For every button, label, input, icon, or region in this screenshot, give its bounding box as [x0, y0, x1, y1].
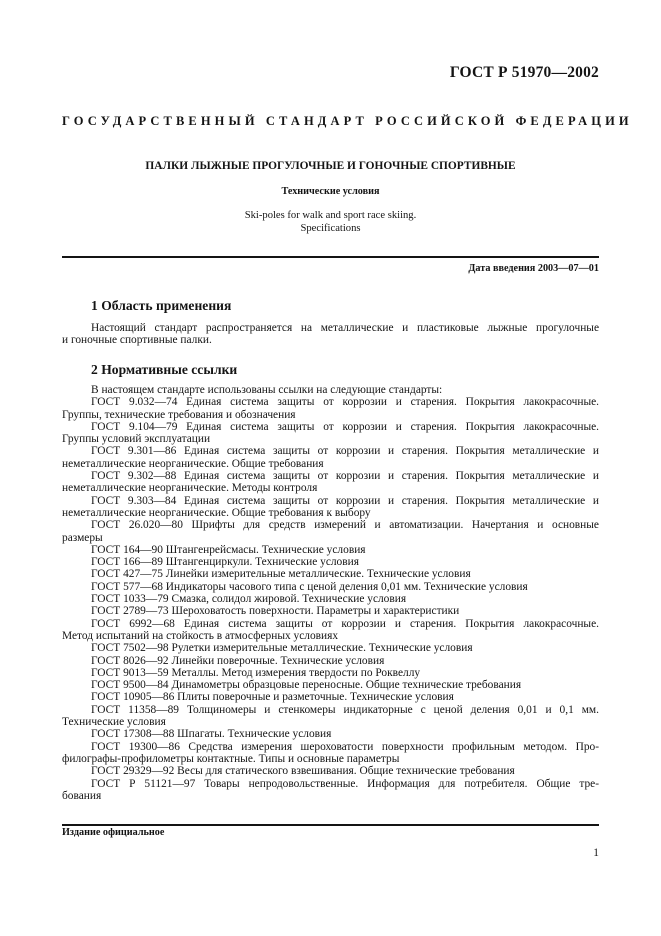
reference-line: ГОСТ 577—68 Индикаторы часового типа с ценой деления 0,01 мм. Технические условия	[91, 580, 528, 593]
reference-line: ГОСТ 11358—89 Толщиномеры и стенкомеры индикаторные с ценой деления 0,01 и 0,1 мм.	[91, 703, 599, 716]
standard-code: ГОСТ Р 51970—2002	[449, 64, 599, 81]
paragraph-line: Настоящий стандарт распространяется на металлические и пластиковые лыжные прогулочные	[91, 322, 599, 334]
english-title-line: Ski-poles for walk and sport race skiing.	[244, 210, 417, 221]
reference-line: ГОСТ 427—75 Линейки измерительные металлические. Технические условия	[91, 568, 471, 581]
reference-line: ГОСТ 9.301—86 Единая система защиты от коррозии и старения. Покрытия металлические и	[91, 445, 599, 458]
reference-line: ГОСТ Р 51121—97 Товары непродовольственные. Информация для потребителя. Общие тре-	[91, 777, 599, 790]
title-divider	[62, 256, 599, 258]
reference-line: ГОСТ 10905—86 Плиты поверочные и разметочные. Технические условия	[91, 691, 454, 704]
reference-line: ГОСТ 166—89 Штангенциркули. Технические условия	[91, 556, 359, 569]
reference-line: филографы-профилометры контактные. Типы и основные параметры	[62, 752, 400, 765]
state-standard-line: ГОСУДАРСТВЕННЫЙ СТАНДАРТ РОССИЙСКОЙ ФЕДЕРАЦИИ	[62, 114, 633, 128]
reference-line: Метод испытаний на стойкость в атмосферных условиях	[62, 629, 339, 642]
footer-divider	[62, 824, 599, 826]
reference-line: Группы, технические требования и обозначения	[62, 408, 296, 421]
paragraph-line: и гоночные спортивные палки.	[62, 334, 212, 347]
intro-date: Дата введения 2003—07—01	[468, 263, 599, 274]
section-2-heading: 2 Нормативные ссылки	[91, 362, 238, 377]
reference-line: ГОСТ 2789—73 Шероховатость поверхности. Параметры и характеристики	[91, 605, 460, 618]
reference-line: ГОСТ 29329—92 Весы для статического взвешивания. Общие технические требования	[91, 765, 515, 778]
reference-line: ГОСТ 19300—86 Средства измерения шероховатости поверхности профильным методом. Про-	[91, 740, 599, 753]
reference-line: В настоящем стандарте использованы ссылки на следующие стандарты:	[91, 384, 443, 396]
reference-line: ГОСТ 9013—59 Металлы. Метод измерения твердости по Роквеллу	[91, 666, 421, 679]
section-1-heading: 1 Область применения	[91, 298, 232, 313]
reference-line: ГОСТ 9.032—74 Единая система защиты от коррозии и старения. Покрытия лакокрасочные.	[91, 396, 599, 409]
english-title	[62, 209, 599, 235]
reference-line: неметаллические неорганические. Методы контроля	[62, 482, 318, 495]
reference-line: неметаллические неорганические. Общие требования	[62, 457, 324, 470]
document-title: ПАЛКИ ЛЫЖНЫЕ ПРОГУЛОЧНЫЕ И ГОНОЧНЫЕ СПОРТИВНЫЕ	[145, 160, 516, 172]
reference-line: ГОСТ 164—90 Штангенрейсмасы. Технические условия	[91, 543, 366, 556]
document-subtitle: Технические условия	[281, 186, 380, 197]
reference-line: Технические условия	[62, 716, 166, 729]
reference-line: неметаллические неорганические. Общие требования к выбору	[62, 506, 371, 519]
reference-line: ГОСТ 9.303—84 Единая система защиты от коррозии и старения. Покрытия металлические и	[91, 494, 599, 507]
page-number: 1	[593, 847, 599, 859]
reference-line: бования	[62, 789, 102, 802]
official-edition-label: Издание официальное	[62, 827, 165, 838]
reference-line: ГОСТ 17308—88 Шпагаты. Технические условия	[91, 728, 332, 741]
reference-line: размеры	[62, 531, 103, 544]
reference-line: ГОСТ 9.104—79 Единая система защиты от коррозии и старения. Покрытия лакокрасочные.	[91, 420, 599, 433]
reference-line: Группы условий эксплуатации	[62, 433, 211, 446]
reference-line: ГОСТ 7502—98 Рулетки измерительные металлические. Технические условия	[91, 642, 473, 655]
references-list	[62, 384, 599, 802]
reference-line: ГОСТ 26.020—80 Шрифты для средств измерений и автоматизации. Начертания и основные	[91, 519, 599, 532]
section-1-paragraph	[62, 322, 599, 347]
reference-line: ГОСТ 1033—79 Смазка, солидол жировой. Технические условия	[91, 593, 407, 606]
reference-line: ГОСТ 9.302—88 Единая система защиты от коррозии и старения. Покрытия металлические и	[91, 470, 599, 483]
reference-line: ГОСТ 8026—92 Линейки поверочные. Технические условия	[91, 654, 385, 667]
english-title-line: Specifications	[300, 223, 361, 234]
reference-line: ГОСТ 9500—84 Динамометры образцовые переносные. Общие технические требования	[91, 679, 522, 692]
reference-line: ГОСТ 6992—68 Единая система защиты от коррозии и старения. Покрытия лакокрасочные.	[91, 617, 599, 630]
